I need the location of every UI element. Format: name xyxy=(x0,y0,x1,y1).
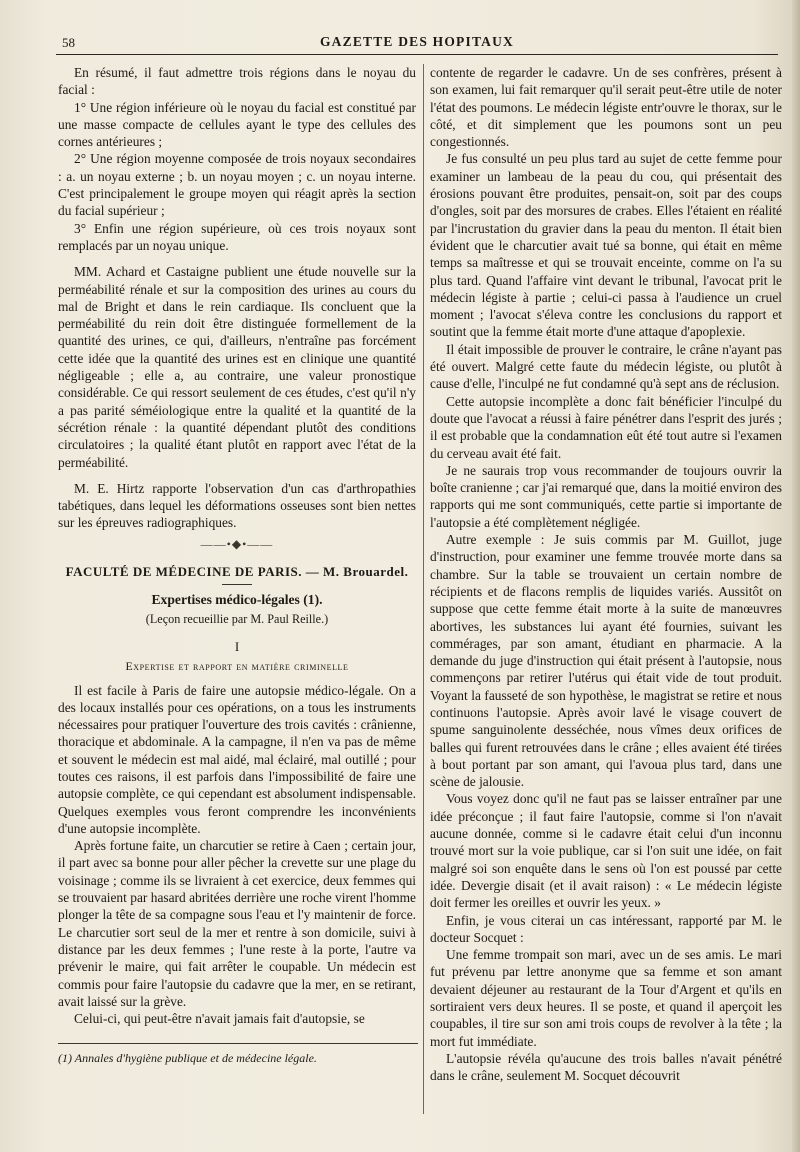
column-divider xyxy=(423,64,424,1114)
masthead-title: GAZETTE DES HOPITAUX xyxy=(319,34,515,49)
ornament-divider: ——•◆•—— xyxy=(200,536,274,551)
paragraph: Vous voyez donc qu'il ne faut pas se laisser entraîner par une idée préconçue ; il faut faire l'autopsie, comme si l'on n'avait aucune donnée, comme si le cadavre était celui d'un inconnu trouvé mort sur la voie publique, car si l'on suit une idée, on fait malgré soi son enquête dans le sens où l'on est poussé par cette idée. Devergie disait (et il avait raison) : « Le médecin légiste doit fermer les oreilles et ouvrir les yeux. » xyxy=(430,791,782,911)
section-title: FACULTÉ DE MÉDECINE DE PARIS. — M. Brouardel. xyxy=(65,564,409,580)
footnote xyxy=(58,1050,416,1067)
paragraph: 3° Enfin une région supérieure, où ces trois noyaux sont remplacés par un noyau unique. xyxy=(58,220,416,253)
paragraph: Après fortune faite, un charcutier se retire à Caen ; certain jour, il part avec sa bonne pour aller pêcher la crevette sur une plage du voisinage ; comme ils se livraient à cet exercice, deux femmes qui se trouvaient par hasard abritées derrière une roche virent l'homme plonger la tête de sa compagne sous l'eau et l'y maintenir de force. Le charcutier sort seul de la mer et rentre à son domicile, suivi à distance par les deux femmes ; l'une reste à la porte, l'autre va prévenir le maire, qui fait arrêter le coupable. Un médecin est commis pour faire l'autopsie du cadavre que la mer, en se retirant, avait laissé sur la grève. xyxy=(58,838,416,1009)
short-rule xyxy=(222,584,252,585)
paragraph: Enfin, je vous citerai un cas intéressant, rapporté par M. le docteur Socquet : xyxy=(430,912,782,945)
paragraph: MM. Achard et Castaigne publient une étude nouvelle sur la perméabilité rénale et sur la composition des urines au cours du mal de Bright et dans le rein cardiaque. Ils concluent que la perméabilité du rein doit être distinguée formellement de la quantité des urines, ce qui, d'ailleurs, n'entraîne pas forcément cette idée que la quantité des urines est en clinique une quantité négligeable ; elle a, au contraire, une valeur pronostique considérable. Ce qui ressort seulement de ces études, c'est qu'il n'y a pas parité séméiologique entre la qualité et la quantité de la sécrétion rénale : la quantité dépendant plutôt des conditions circulatoires ; la qualité étant plutôt en rapport avec l'état de la perméabilité. xyxy=(58,264,416,470)
footnote-rule xyxy=(58,1043,418,1044)
paragraph: 1° Une région inférieure où le noyau du facial est constitué par une masse compacte de cellules ayant le type des cellules des cornes antérieures ; xyxy=(58,99,416,150)
paragraph: contente de regarder le cadavre. Un de ses confrères, présent à son examen, lui fait remarquer qu'il serait peut-être utile de noter l'état des poumons. Le médecin légiste entr'ouvre le thorax, sur le côté, et dit simplement que les poumons sont un peu congestionnés. xyxy=(430,65,782,150)
paragraph: Il était impossible de prouver le contraire, le crâne n'ayant pas été ouvert. Malgré cette faute du médecin légiste, ou plutôt à cause d'elle, l'inculpé ne fut condamné qu'à sept ans de réclusion. xyxy=(430,341,782,392)
paragraph: Celui-ci, qui peut-être n'avait jamais fait d'autopsie, se xyxy=(74,1011,365,1027)
paragraph: 2° Une région moyenne composée de trois noyaux secondaires : a. un noyau externe ; b. un noyau moyen ; c. un noyau interne. C'est principalement le groupe moyen qui réagit après la section du facial supérieur ; xyxy=(58,151,416,219)
lecture-title: Expertises médico-légales (1). xyxy=(151,592,323,608)
lecture-subtitle: (Leçon recueillie par M. Paul Reille.) xyxy=(145,611,329,626)
paragraph: Je fus consulté un peu plus tard au sujet de cette femme pour examiner un lambeau de la peau du cou, qui présentait des érosions pouvant être produites, pensait-on, soit par des coups d'ongles, soit par des morsures de crabes. Elles l'étaient en réalité par l'incrustation du gravier dans la peau du menton. Il était bien évident que le charcutier avait tué sa bonne, qui était en même temps sa maîtresse et qui se trouvait enceinte, comme on l'a su plus tard. Quand l'affaire vint devant le tribunal, l'avocat prit le médecin légiste à partie ; celui-ci passa à l'audience un cruel moment ; l'avocat s'éleva contre les conclusions du rapport et soutint que la femme était morte d'une attaque d'apoplexie. xyxy=(430,151,782,340)
footnote-text: (1) Annales d'hygiène publique et de médecine légale. xyxy=(58,1051,317,1066)
page-edge xyxy=(792,0,800,1152)
paragraph: Je ne saurais trop vous recommander de toujours ouvrir la boîte cranienne ; car j'ai remarqué que, dans la moitié environ des rapports qui me sont communiqués, cette partie si importante de l'autopsie a été complètement négligée. xyxy=(430,462,782,530)
paragraph: L'autopsie révéla qu'aucune des trois balles n'avait pénétré dans le crâne, seulement M. Socquet découvrit xyxy=(430,1050,782,1084)
chapter-title: Expertise et rapport en matière criminelle xyxy=(125,659,349,674)
paragraph: Autre exemple : Je suis commis par M. Guillot, juge d'instruction, pour examiner une femme trouvée morte dans sa chambre. Sur la table se trouvaient un certain nombre de récipients et de flacons remplis de liquides variés. Aussitôt on suppose que cette femme était morte à la suite de manœuvres abortives, les substances lui ayant été fournies, suivant les commérages, par son amant, étudiant en pharmacie. A la demande du juge d'instruction qui était présent à l'autopsie, nous commençons par retirer l'utérus qui était vide de tout produit. Voyant la fausseté de son hypothèse, le magistrat se retire et nous continuons l'autopsie. Après avoir lavé le visage couvert de spume sanguinolente desséchée, nous vîmes deux orifices de balles qui furent retrouvées dans le crâne ; elles avaient été tirées à bout portant par son amant, qui l'avoua plus tard, dans une scène de jalousie. xyxy=(430,532,782,790)
page-number: 58 xyxy=(62,35,75,50)
paragraph: Cette autopsie incomplète a donc fait bénéficier l'inculpé du doute que l'avocat a réussi à faire pénétrer dans l'esprit des jurés ; il est probable que la condamnation eût été tout autre si l'examen du cerveau avait été fait. xyxy=(430,393,782,461)
paragraph: M. E. Hirtz rapporte l'observation d'un cas d'arthropathies tabétiques, dans lequel les déformations osseuses sont bien nettes sur les épreuves radiographiques. xyxy=(58,480,416,531)
right-column xyxy=(430,64,782,1085)
chapter-number: I xyxy=(234,638,240,654)
paragraph: En résumé, il faut admettre trois régions dans le noyau du facial : xyxy=(58,65,416,98)
page-header xyxy=(56,32,778,55)
left-column xyxy=(58,64,416,1068)
paragraph: Il est facile à Paris de faire une autopsie médico-légale. On a des locaux installés pour ces opérations, on a tous les instruments nécessaires pour pratiquer l'ouverture des trois cavités : crânienne, thoracique et abdominale. A la campagne, il n'en va pas de même et souvent le médecin est mal aidé, mal éclairé, mal outillé ; pour toutes ces raisons, il est parfois dans l'impossibilité de faire une autopsie complète, ce qui cependant est absolument indispensable. Quelques exemples vous feront comprendre les inconvénients d'une autopsie incomplète. xyxy=(58,682,416,836)
paragraph: Une femme trompait son mari, avec un de ses amis. Le mari fut prévenu par lettre anonyme que sa femme et son amant devaient déjeuner au restaurant de la Tour d'Argent et qu'ils en sortiraient vers deux heures. Il se poste, et quand il aperçoit les coupables, il tire sur son ami trois coups de revolver à la tête ; la mort fut immédiate. xyxy=(430,947,782,1049)
